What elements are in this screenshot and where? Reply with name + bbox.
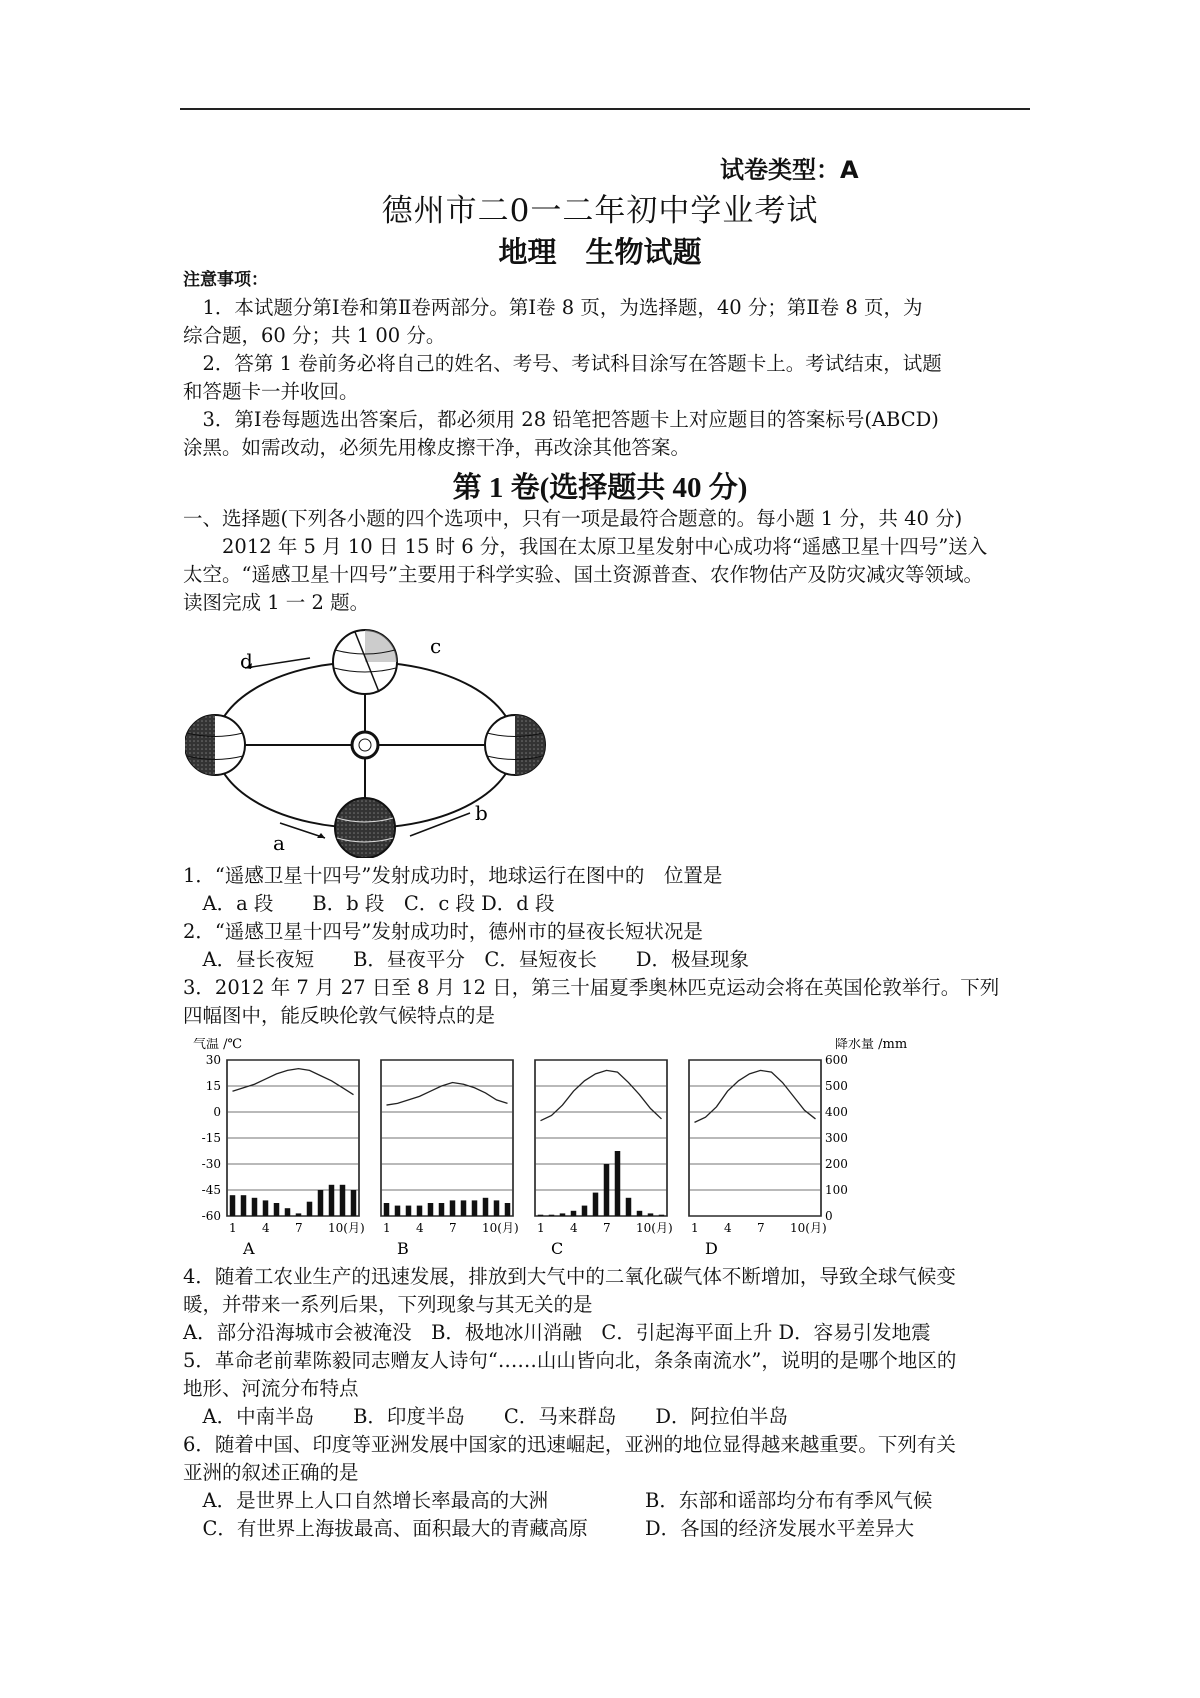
month-tick-label: 1 [691,1221,699,1235]
month-tick-label: 4 [570,1221,578,1235]
question-4-options: A．部分沿海城市会被淹没 B．极地冰川消融 C．引起海平面上升 D．容易引发地震 [183,1321,931,1344]
precip-bar [384,1203,390,1216]
panel-label: D [705,1239,718,1258]
question-2-options: A．昼长夜短 B．昼夜平分 C．昼短夜长 D．极昼现象 [183,948,749,971]
precip-bar [307,1202,313,1216]
note-1b: 综合题，60 分；共 1 00 分。 [183,324,446,347]
precip-bar [538,1215,544,1216]
paper-type: 试卷类型：A [720,156,859,184]
month-tick-label: 4 [724,1221,732,1235]
question-3-line-2: 四幅图中，能反映伦敦气候特点的是 [183,1004,496,1027]
precip-bar [351,1190,357,1216]
month-tick-label: 10(月) [482,1221,519,1235]
temp-tick-label: -15 [201,1131,221,1145]
precip-tick-label: 0 [825,1209,833,1223]
precip-tick-label: 200 [825,1157,848,1171]
month-tick-label: 7 [603,1221,611,1235]
question-4-line-1: 4．随着工农业生产的迅速发展，排放到大气中的二氧化碳气体不断增加，导致全球气候变 [183,1265,956,1288]
label-a: a [273,831,285,855]
precip-bar [505,1203,511,1216]
precip-bar [428,1203,434,1216]
question-4-line-2: 暖，并带来一系列后果，下列现象与其无关的是 [183,1293,593,1316]
question-6-option-b: B．东部和谣部均分布有季风气候 [645,1489,933,1512]
precip-bar [296,1213,302,1216]
precip-bar [615,1151,621,1216]
top-rule [180,108,1030,110]
precip-bar [560,1213,566,1216]
precip-bar [439,1203,445,1216]
month-tick-label: 4 [416,1221,424,1235]
month-tick-label: 1 [383,1221,391,1235]
month-tick-label: 7 [757,1221,765,1235]
temp-axis-label: 气温 /℃ [193,1038,243,1052]
question-6-line-1: 6．随着中国、印度等亚洲发展中国家的迅速崛起，亚洲的地位显得越来越重要。下列有关 [183,1433,956,1456]
precip-bar [329,1185,335,1216]
subject-title: 地理 生物试题 [498,235,702,269]
precip-bar [582,1206,588,1216]
temp-tick-label: 15 [205,1079,221,1093]
question-5-options: A．中南半岛 B．印度半岛 C．马来群岛 D．阿拉伯半岛 [183,1405,788,1428]
exam-title: 德州市二0一二年初中学业考试 [381,193,819,229]
question-2: 2．“遥感卫星十四号”发射成功时，德州市的昼夜长短状况是 [183,920,703,943]
section-title: 第 1 卷(选择题共 40 分) [452,472,748,504]
passage-line-3: 读图完成 1 一 2 题。 [183,591,370,614]
month-tick-label: 7 [295,1221,303,1235]
note-1a: 1．本试题分第Ⅰ卷和第Ⅱ卷两部分。第Ⅰ卷 8 页，为选择题，40 分；第Ⅱ卷 8 页，为 [183,296,923,319]
precip-bar [648,1213,654,1216]
question-6-option-c: C．有世界上海拔最高、面积最大的青藏高原 [183,1517,588,1540]
precip-bar [274,1203,280,1216]
precip-bar [406,1206,412,1216]
label-d: d [240,649,253,673]
question-5-line-1: 5．革命老前辈陈毅同志赠友人诗句“……山山皆向北，条条南流水”，说明的是哪个地区的 [183,1349,957,1372]
temp-line [695,1070,816,1122]
question-5-line-2: 地形、河流分布特点 [183,1377,359,1400]
month-tick-label: 1 [537,1221,545,1235]
precip-bar [318,1190,324,1216]
temp-tick-label: -45 [201,1183,221,1197]
earth-bottom-icon [335,798,395,858]
question-1: 1．“遥感卫星十四号”发射成功时，地球运行在图中的 位置是 [183,864,723,887]
precip-bar [571,1211,577,1216]
temp-tick-label: -60 [201,1209,221,1223]
note-3b: 涂黑。如需改动，必须先用橡皮擦干净，再改涂其他答案。 [183,436,691,459]
earth-orbit-diagram [185,628,555,858]
temp-line [233,1069,354,1095]
question-1-options: A．a 段 B．b 段 C．c 段 D．d 段 [183,892,555,915]
question-6-line-2: 亚洲的叙述正确的是 [183,1461,359,1484]
panel-label: B [397,1239,409,1258]
question-6-option-d: D．各国的经济发展水平差异大 [645,1517,915,1540]
precip-bar [494,1200,500,1216]
precip-bar [340,1185,346,1216]
precip-tick-label: 400 [825,1105,848,1119]
section-intro: 一、选择题(下列各小题的四个选项中，只有一项是最符合题意的。每小题 1 分，共 40 分) [183,507,963,530]
precip-bar [659,1215,665,1216]
precip-bar [395,1206,401,1216]
panel-label: A [243,1239,255,1258]
precip-bar [417,1206,423,1216]
earth-right-icon [485,715,545,775]
precip-axis-label: 降水量 /mm [835,1038,908,1052]
note-2a: 2．答第 1 卷前务必将自己的姓名、考号、考试科目涂写在答题卡上。考试结束，试题 [183,352,942,375]
month-tick-label: 1 [229,1221,237,1235]
passage-line-2: 太空。“遥感卫星十四号”主要用于科学实验、国土资源普查、农作物估产及防灾减灾等领域。 [183,563,983,586]
note-3a: 3．第Ⅰ卷每题选出答案后，都必须用 28 铅笔把答题卡上对应题目的答案标号(ABCD) [183,408,939,431]
passage-line-1: 2012 年 5 月 10 日 15 时 6 分，我国在太原卫星发射中心成功将“遥感卫星十四号”送入 [183,535,988,558]
label-c: c [430,634,442,658]
question-6-option-a: A．是世界上人口自然增长率最高的大洲 [183,1489,549,1512]
precip-bar [461,1200,467,1216]
month-tick-label: 7 [449,1221,457,1235]
panel-label: C [551,1239,564,1258]
precip-bar [472,1200,478,1216]
temp-tick-label: -30 [201,1157,221,1171]
precip-bar [450,1200,456,1216]
precip-bar [241,1195,247,1216]
question-3-line-1: 3．2012 年 7 月 27 日至 8 月 12 日，第三十届夏季奥林匹克运动会将在英国伦敦举行。下列 [183,976,1000,999]
month-tick-label: 10(月) [636,1221,673,1235]
precip-bar [230,1195,236,1216]
precip-bar [549,1215,555,1216]
precip-bar [285,1208,291,1216]
climate-charts [185,1038,915,1260]
notes-heading: 注意事项： [183,270,268,290]
temp-tick-label: 0 [213,1105,221,1119]
precip-bar [252,1198,258,1216]
precip-bar [593,1193,599,1216]
temp-tick-label: 30 [205,1053,221,1067]
earth-left-icon [185,715,245,775]
month-tick-label: 4 [262,1221,270,1235]
label-b: b [475,801,488,825]
temp-line [541,1070,662,1120]
precip-bar [626,1198,632,1216]
note-2b: 和答题卡一并收回。 [183,380,359,403]
precip-bar [263,1200,269,1216]
month-tick-label: 10(月) [328,1221,365,1235]
precip-tick-label: 300 [825,1131,848,1145]
precip-tick-label: 600 [825,1053,848,1067]
precip-tick-label: 500 [825,1079,848,1093]
precip-bar [637,1211,643,1216]
precip-bar [483,1198,489,1216]
precip-bar [604,1164,610,1216]
month-tick-label: 10(月) [790,1221,827,1235]
earth-top-icon [333,630,397,694]
precip-tick-label: 100 [825,1183,848,1197]
